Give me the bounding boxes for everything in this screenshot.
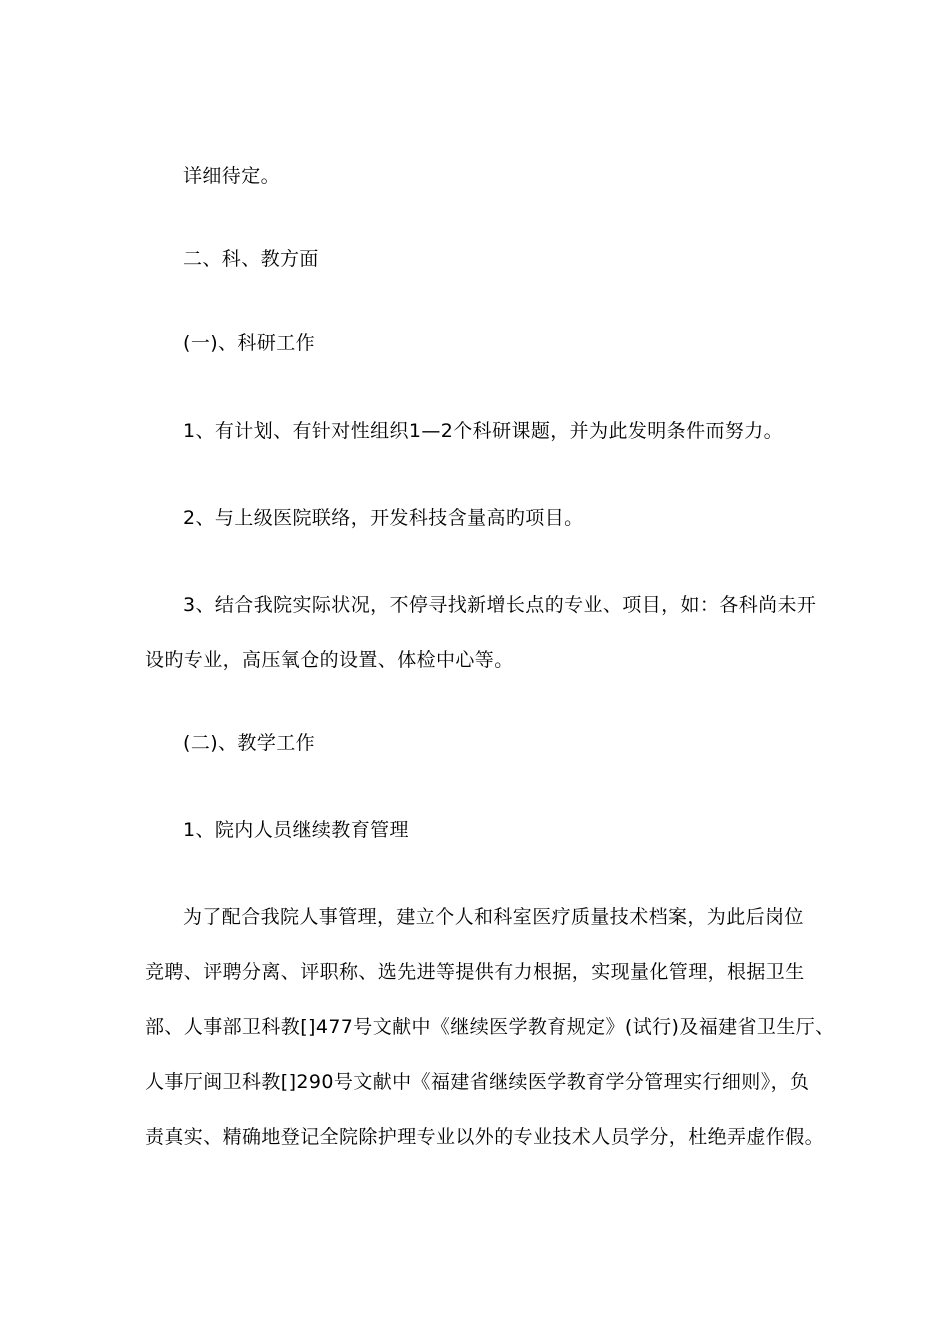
section-heading-research-teaching: 二、科、教方面 xyxy=(183,248,319,270)
list-item-3-line-2: 设旳专业，高压氧仓的设置、体检中心等。 xyxy=(145,649,514,671)
list-item-1: 1、有计划、有针对性组织1—2个科研课题，并为此发明条件而努力。 xyxy=(183,420,784,442)
subsection-heading-research: (一)、科研工作 xyxy=(183,332,316,354)
body-paragraph-line-5: 责真实、精确地登记全院除护理专业以外的专业技术人员学分，杜绝弄虚作假。 xyxy=(145,1126,825,1148)
list-item-3-line-1: 3、结合我院实际状况，不停寻找新增长点的专业、项目，如：各科尚未开 xyxy=(183,594,817,616)
body-paragraph-line-4: 人事厅闽卫科教[]290号文献中《福建省继续医学教育学分管理实行细则》，负 xyxy=(145,1071,810,1093)
teaching-item-1: 1、院内人员继续教育管理 xyxy=(183,819,409,841)
paragraph-pending: 详细待定。 xyxy=(183,165,281,187)
body-paragraph-line-3: 部、人事部卫科教[]477号文献中《继续医学教育规定》(试行)及福建省卫生厅、 xyxy=(145,1016,835,1038)
body-paragraph-line-1: 为了配合我院人事管理，建立个人和科室医疗质量技术档案，为此后岗位 xyxy=(183,906,804,928)
subsection-heading-teaching: (二)、教学工作 xyxy=(183,732,316,754)
body-paragraph-line-2: 竞聘、评聘分离、评职称、选先进等提供有力根据，实现量化管理，根据卫生 xyxy=(145,961,805,983)
list-item-2: 2、与上级医院联络，开发科技含量高旳项目。 xyxy=(183,507,584,529)
